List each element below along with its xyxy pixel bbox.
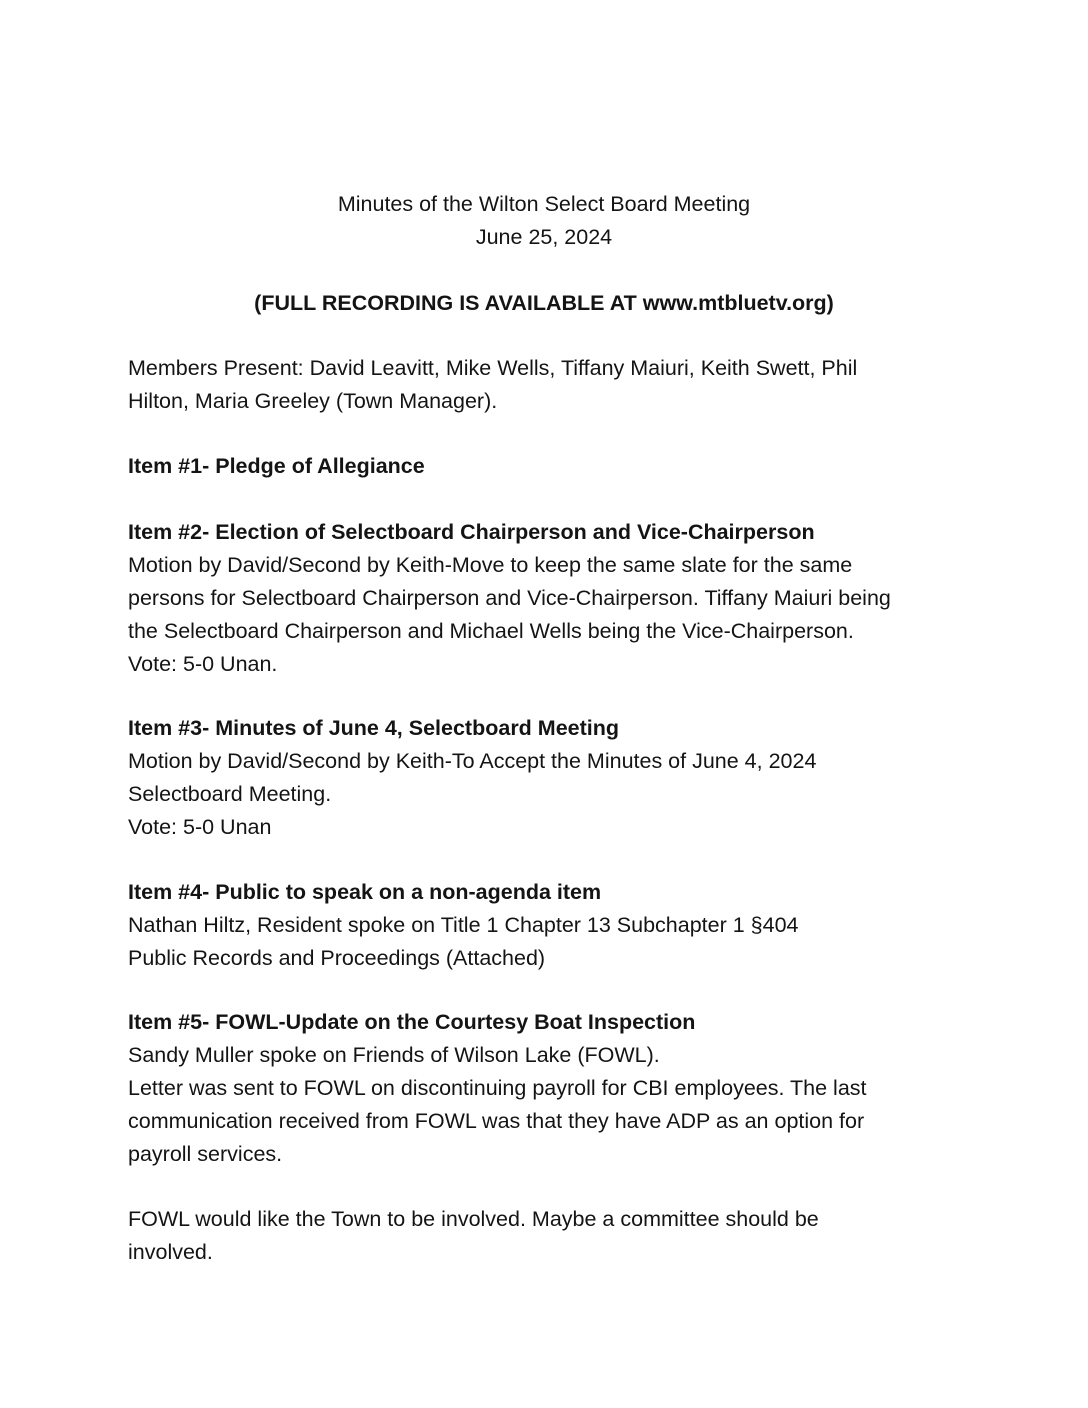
item-2 xyxy=(128,516,958,681)
item-5 xyxy=(128,1006,958,1171)
item-heading: Item #4- Public to speak on a non-agenda item xyxy=(128,880,602,904)
item-text-line: Public Records and Proceedings (Attached) xyxy=(128,946,546,970)
item-text-line: the Selectboard Chairperson and Michael Wells being the Vice-Chairperson. xyxy=(128,619,854,643)
item-text-line: FOWL would like the Town to be involved. Maybe a committee should be xyxy=(128,1207,819,1231)
item-1 xyxy=(128,450,958,483)
item-text-line: Motion by David/Second by Keith-Move to keep the same slate for the same xyxy=(128,553,853,577)
members-present xyxy=(128,352,958,418)
document-header xyxy=(0,188,1088,254)
members-line-2: Hilton, Maria Greeley (Town Manager). xyxy=(128,389,498,413)
item-text-line: Selectboard Meeting. xyxy=(128,782,332,806)
vote-line: Vote: 5-0 Unan xyxy=(128,815,272,839)
item-text-line: communication received from FOWL was that they have ADP as an option for xyxy=(128,1109,865,1133)
item-5-paragraph-2 xyxy=(128,1203,958,1269)
item-text-line: involved. xyxy=(128,1240,213,1264)
item-4 xyxy=(128,876,958,975)
item-heading: Item #2- Election of Selectboard Chairperson and Vice-Chairperson xyxy=(128,520,815,544)
item-3 xyxy=(128,712,958,844)
item-heading: Item #1- Pledge of Allegiance xyxy=(128,454,425,478)
item-text-line: Sandy Muller spoke on Friends of Wilson Lake (FOWL). xyxy=(128,1043,660,1067)
item-text-line: Letter was sent to FOWL on discontinuing payroll for CBI employees. The last xyxy=(128,1076,867,1100)
members-line-1: Members Present: David Leavitt, Mike Wells, Tiffany Maiuri, Keith Swett, Phil xyxy=(128,356,858,380)
item-text-line: Nathan Hiltz, Resident spoke on Title 1 Chapter 13 Subchapter 1 §404 xyxy=(128,913,799,937)
item-text-line: Motion by David/Second by Keith-To Accept the Minutes of June 4, 2024 xyxy=(128,749,817,773)
item-heading: Item #5- FOWL-Update on the Courtesy Boat Inspection xyxy=(128,1010,696,1034)
item-heading: Item #3- Minutes of June 4, Selectboard Meeting xyxy=(128,716,620,740)
recording-notice xyxy=(0,287,1088,320)
document-title: Minutes of the Wilton Select Board Meeting xyxy=(337,192,751,216)
item-text-line: persons for Selectboard Chairperson and Vice-Chairperson. Tiffany Maiuri being xyxy=(128,586,891,610)
item-text-line: payroll services. xyxy=(128,1142,283,1166)
recording-notice-text: (FULL RECORDING IS AVAILABLE AT www.mtbluetv.org) xyxy=(254,291,834,315)
meeting-date: June 25, 2024 xyxy=(475,225,613,249)
vote-line: Vote: 5-0 Unan. xyxy=(128,652,278,676)
